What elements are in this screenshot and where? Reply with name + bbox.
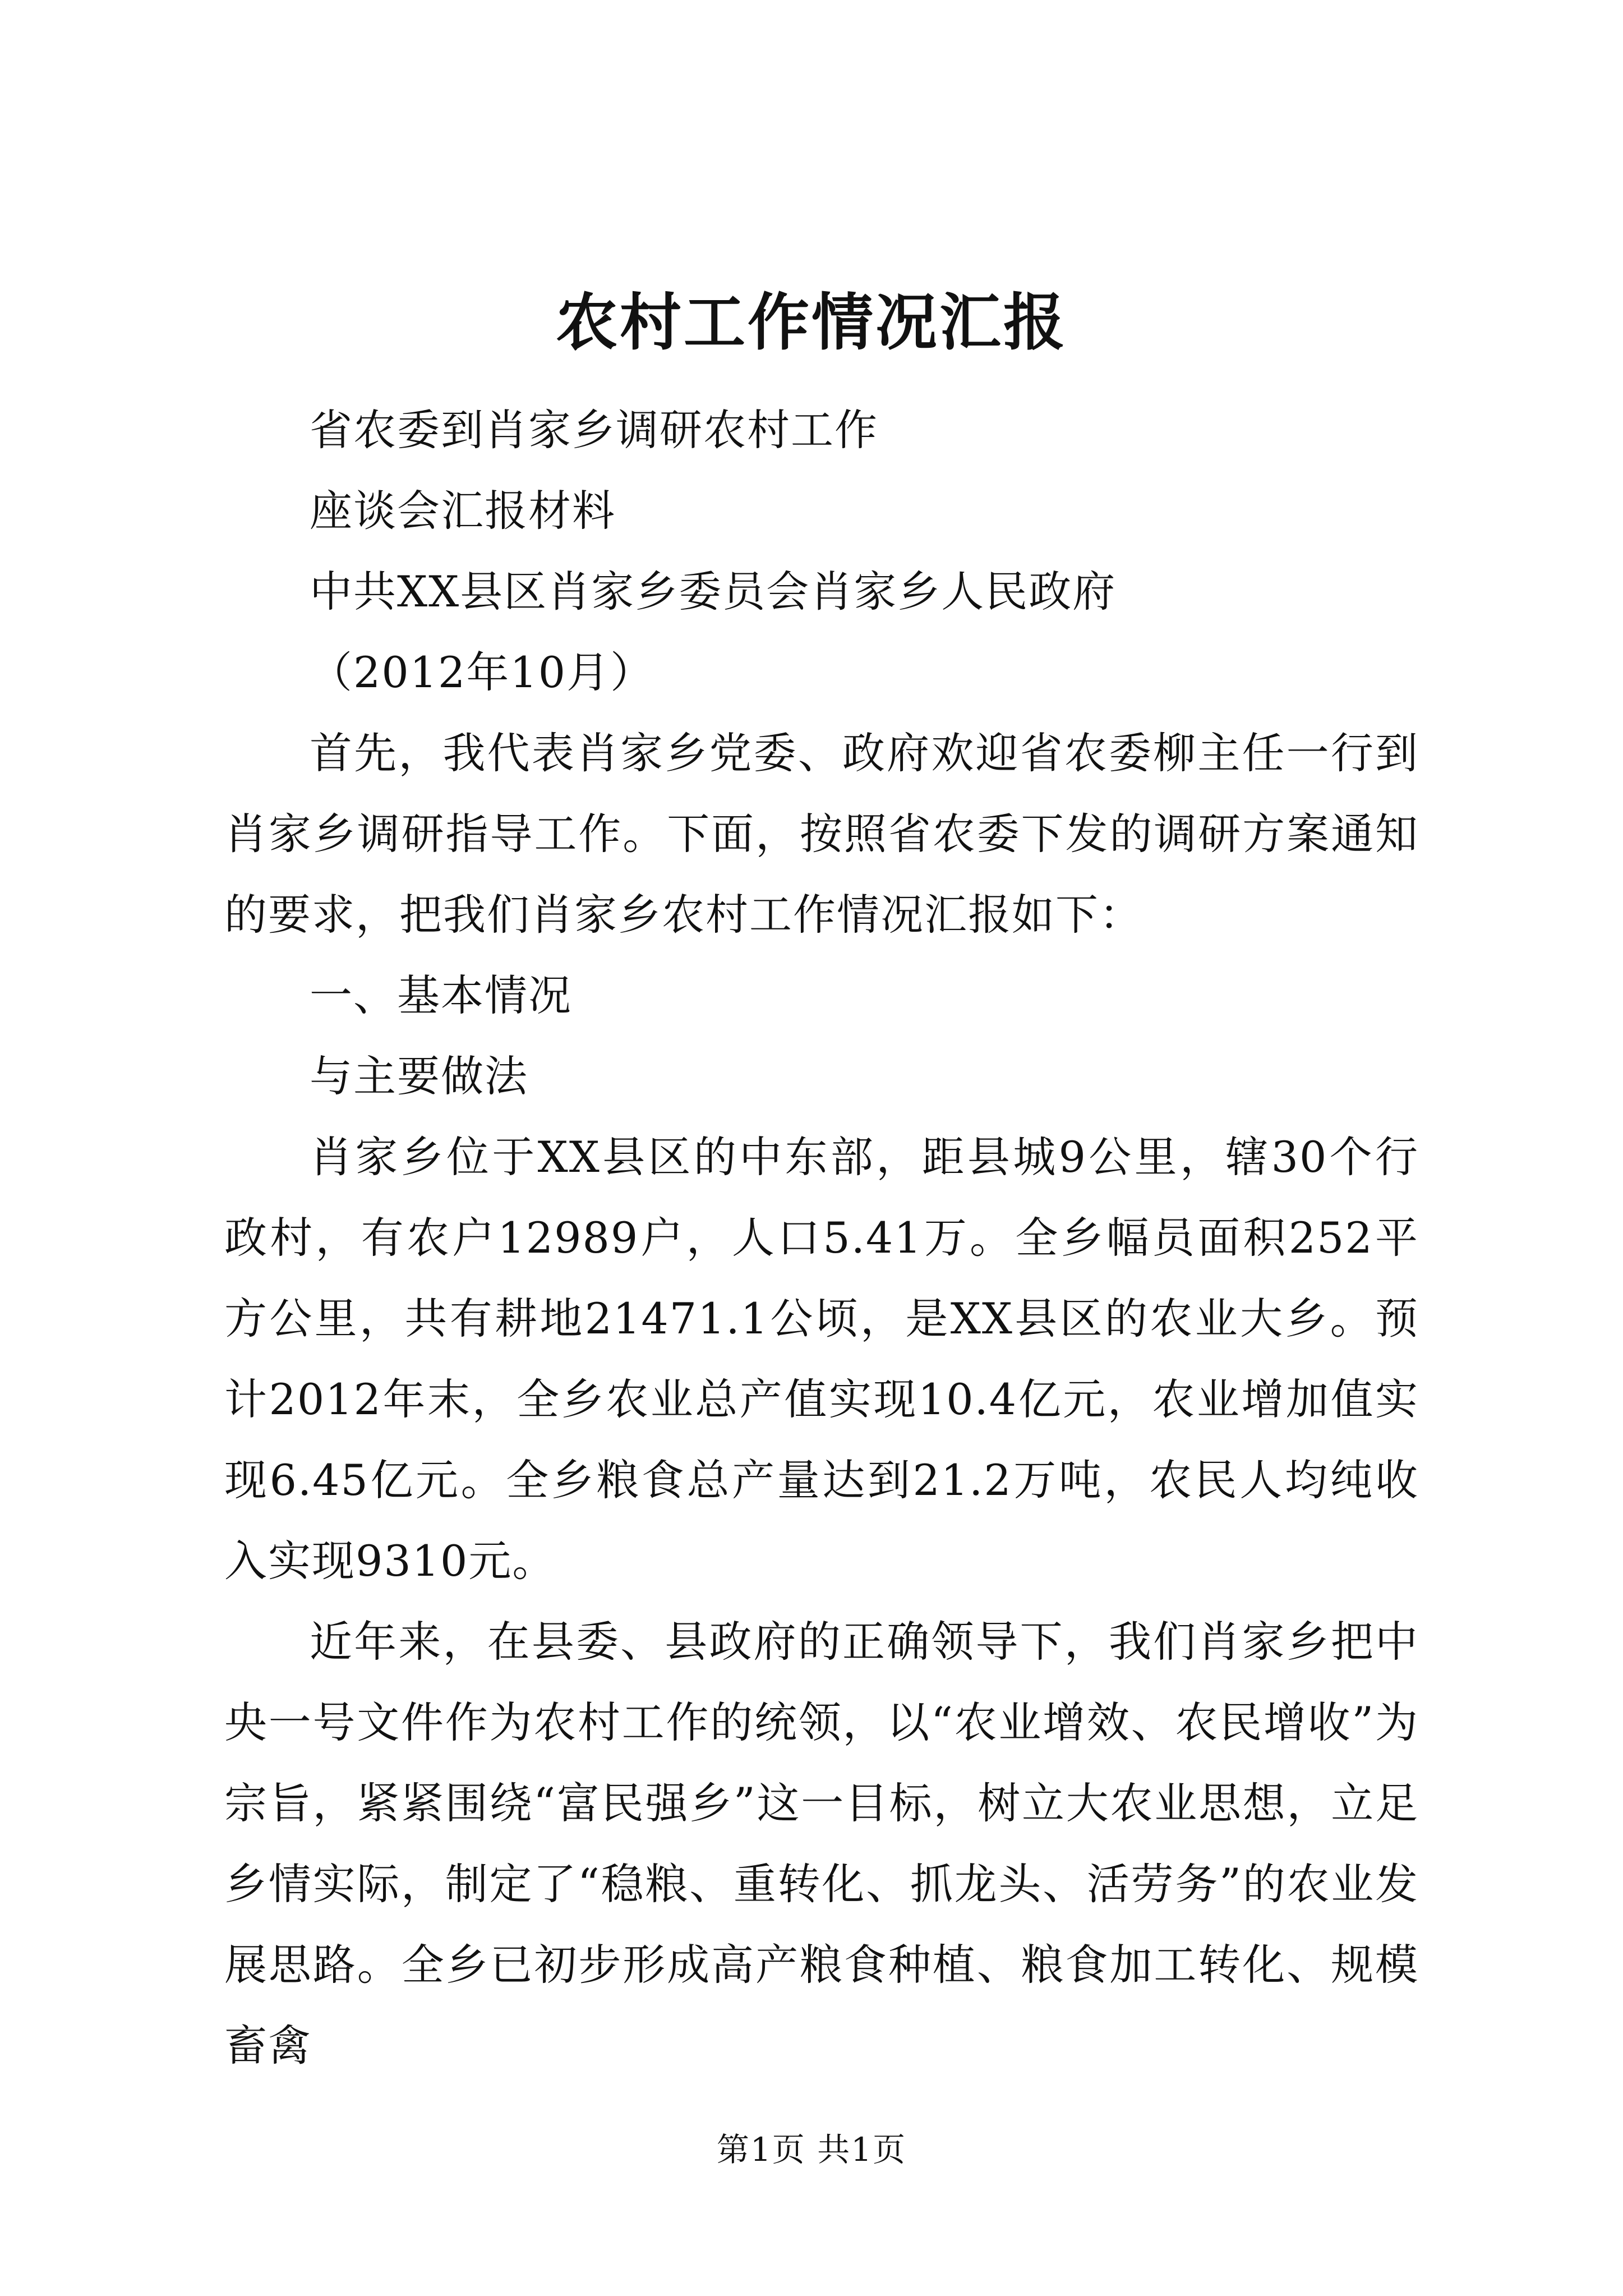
header-line-3: 中共XX县区肖家乡委员会肖家乡人民政府 bbox=[310, 567, 1117, 616]
header-line-2: 座谈会汇报材料 bbox=[310, 486, 616, 536]
header-line-1: 省农委到肖家乡调研农村工作 bbox=[310, 405, 878, 455]
section-heading-practices: 与主要做法 bbox=[310, 1051, 528, 1101]
paragraph-basic-info: 肖家乡位于XX县区的中东部，距县城9公里，辖30个行政村，有农户12989户，人口5.41万。全乡幅员面积252平方公里，共有耕地21471.1公顷，是XX县区的农业大乡。预计2012年末，全乡农业总产值实现10.4亿元，农业增加值实现6.45亿元。全乡粮食总产量达到21.2万吨，农民人均纯收入实现9310元。 bbox=[224, 1132, 1419, 1586]
paragraph-recent-years: 近年来，在县委、县政府的正确领导下，我们肖家乡把中央一号文件作为农村工作的统领，以“农业增效、农民增收”为宗旨，紧紧围绕“富民强乡”这一目标，树立大农业思想，立足乡情实际，制定了“稳粮、重转化、抓龙头、活劳务”的农业发展思路。全乡已初步形成高产粮食种植、粮食加工转化、规模畜禽 bbox=[224, 1617, 1419, 2070]
paragraph-intro: 首先，我代表肖家乡党委、政府欢迎省农委柳主任一行到肖家乡调研指导工作。下面，按照省农委下发的调研方案通知的要求，把我们肖家乡农村工作情况汇报如下： bbox=[224, 728, 1419, 940]
document-body bbox=[224, 390, 1419, 2086]
section-heading-basic: 一、基本情况 bbox=[310, 970, 572, 1020]
page-footer: 第1页 共1页 bbox=[716, 2131, 907, 2169]
header-line-date: （2012年10月） bbox=[310, 647, 654, 697]
document-title: 农村工作情况汇报 bbox=[556, 286, 1067, 358]
